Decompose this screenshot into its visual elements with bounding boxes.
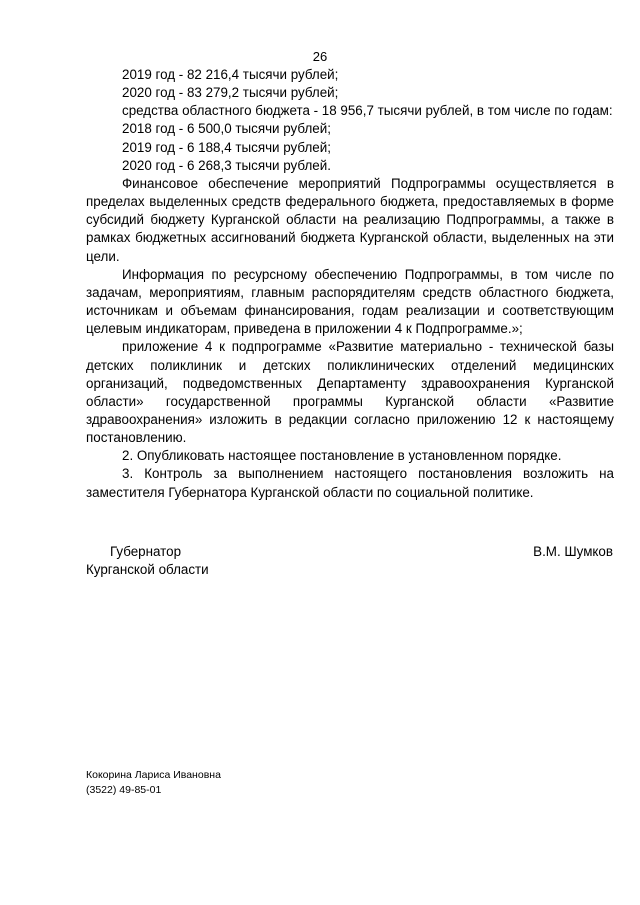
document-body bbox=[86, 66, 614, 502]
funding-2019-regional: 2019 год - 6 188,4 тысячи рублей; bbox=[122, 139, 331, 155]
financing-paragraph: Финансовое обеспечение мероприятий Подпрограммы осуществляется в пределах выделенных средств федерального бюджета, предоставляемых в форме субсидий бюджету Курганской области на реализацию Подпрограммы, а также в рамках бюджетных ассигнований бюджета Курганской области, выделенных на эти цели. bbox=[86, 175, 614, 264]
contact-name: Кокорина Лариса Ивановна bbox=[86, 769, 221, 781]
funding-2018-regional: 2018 год - 6 500,0 тысячи рублей; bbox=[122, 121, 331, 137]
resource-info-paragraph: Информация по ресурсному обеспечению Подпрограммы, в том числе по задачам, мероприятиям, главным распорядителям средств областного бюджета, источникам и объемам финансирования, годам реализации и соответствующим целевым индикаторам, приведена в приложении 4 к Подпрограмме.»; bbox=[86, 266, 614, 337]
page-number: 26 bbox=[312, 49, 328, 64]
funding-2019-federal: 2019 год - 82 216,4 тысячи рублей; bbox=[122, 67, 339, 82]
signatory-name: В.М. Шумков bbox=[533, 544, 613, 559]
regional-budget-total: средства областного бюджета - 18 956,7 тысячи рублей, в том числе по годам: bbox=[122, 103, 613, 119]
signature-region: Курганской области bbox=[86, 562, 209, 577]
control-clause: 3. Контроль за выполнением настоящего постановления возложить на заместителя Губернатора Курганской области по социальной политике. bbox=[86, 466, 614, 500]
funding-2020-regional: 2020 год - 6 268,3 тысячи рублей. bbox=[122, 157, 331, 173]
publish-clause: 2. Опубликовать настоящее постановление в установленном порядке. bbox=[122, 448, 562, 464]
signature-title: Губернатор bbox=[110, 544, 182, 559]
appendix-paragraph: приложение 4 к подпрограмме «Развитие материально - технической базы детских поликлиник и детских поликлинических отделений медицинских организаций, подведомственных Департаменту здравоохранения Курганской области» государственной программы Курганской области «Развитие здравоохранения» изложить в редакции согласно приложению 12 к настоящему постановлению. bbox=[86, 339, 614, 446]
contact-phone: (3522) 49-85-01 bbox=[86, 784, 162, 796]
funding-2020-federal: 2020 год - 83 279,2 тысячи рублей; bbox=[122, 85, 339, 101]
